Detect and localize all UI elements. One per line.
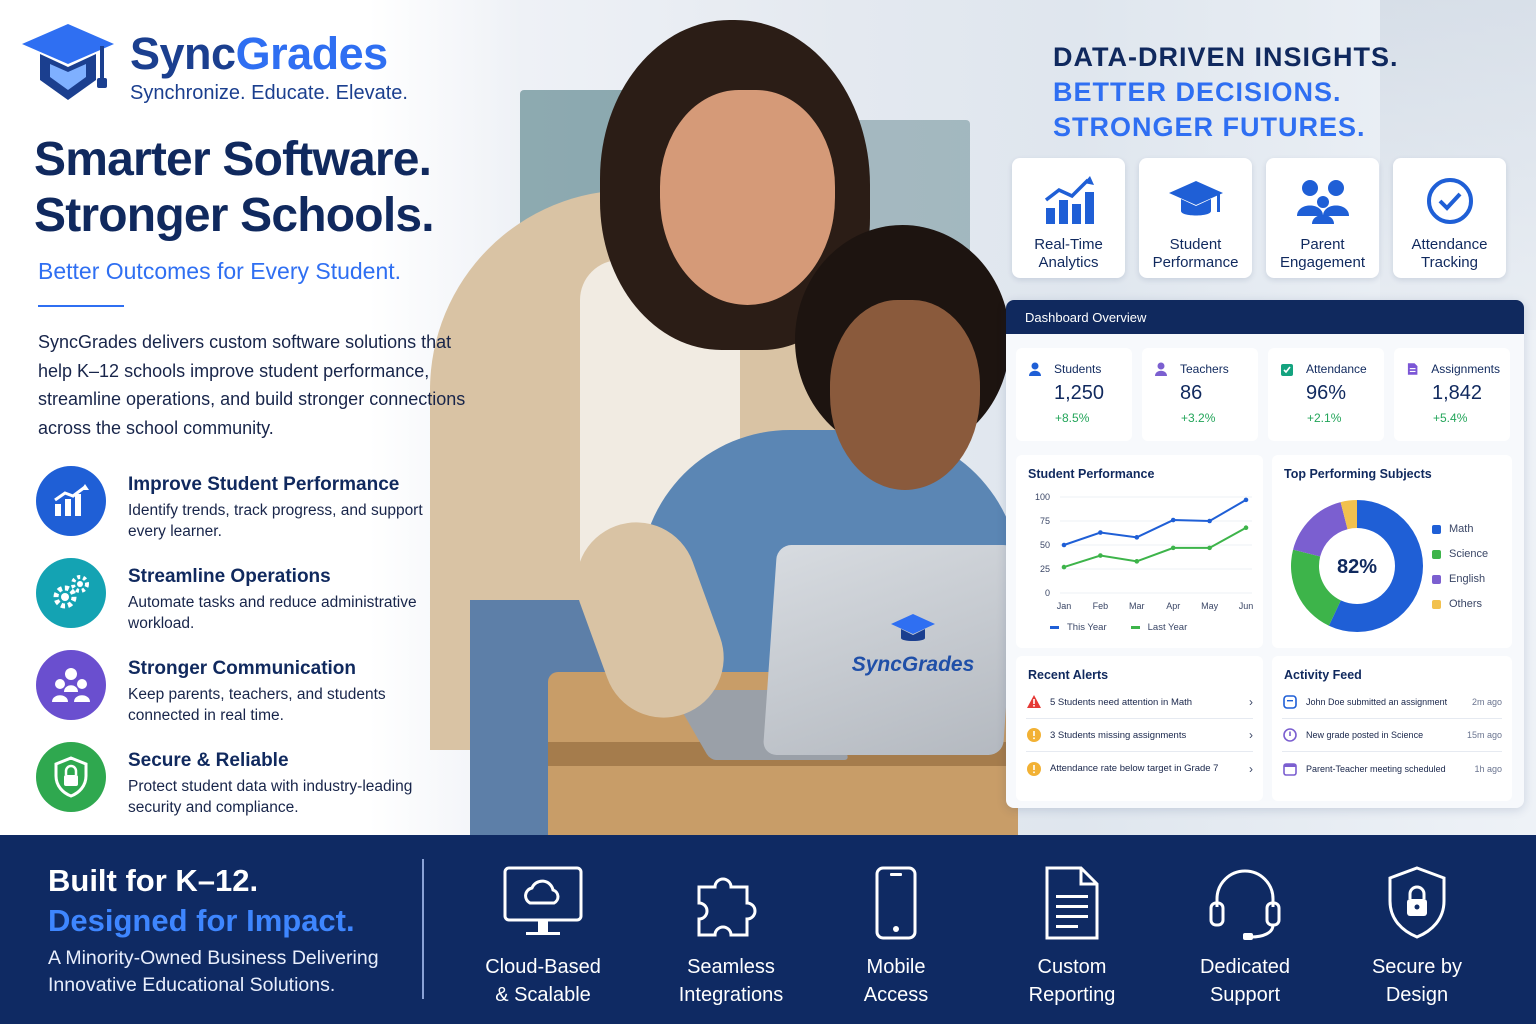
series-line-this-year <box>1064 500 1246 545</box>
activity-time: 2m ago <box>1471 697 1502 707</box>
y-tick-label: 50 <box>1039 540 1050 550</box>
legend-swatch <box>1432 550 1441 559</box>
activity-text: Parent-Teacher meeting scheduled <box>1306 763 1446 774</box>
activity-feed-card <box>1272 656 1512 801</box>
stat-students[interactable]: Students 1,250 +8.5% <box>1016 348 1132 441</box>
chevron-right-icon[interactable]: › <box>1249 761 1253 776</box>
feature-icon-badge <box>36 650 106 720</box>
activity-row[interactable] <box>1282 719 1502 752</box>
grade-icon <box>1282 727 1298 743</box>
data-point <box>1135 535 1140 540</box>
stat-value: 1,842 <box>1432 382 1483 404</box>
puzzle-icon <box>693 865 769 941</box>
data-point <box>1171 546 1176 551</box>
cloud-monitor-icon <box>502 865 584 941</box>
headset-icon <box>1207 865 1283 941</box>
banner-description: A Minority-Owned Business Delivering Innovative Educational Solutions. <box>48 947 379 996</box>
legend-item-english <box>1432 567 1488 592</box>
activity-row[interactable] <box>1282 752 1502 785</box>
top-subjects-card <box>1272 455 1512 648</box>
stat-delta: +3.2% <box>1181 411 1216 425</box>
left-column <box>0 0 500 835</box>
feature-icon-badge <box>36 466 106 536</box>
stat-assignments[interactable]: Assignments 1,842 +5.4% <box>1394 348 1510 441</box>
person-icon <box>1028 362 1042 376</box>
x-tick-label: Mar <box>1129 601 1145 611</box>
alert-text: 5 Students need attention in Math <box>1050 696 1193 708</box>
data-point <box>1098 553 1103 558</box>
stat-value: 1,250 <box>1054 382 1105 404</box>
teacher-icon <box>1154 362 1168 376</box>
legend-last-year: Last Year <box>1131 622 1188 633</box>
feature-title: Stronger Communication <box>128 658 357 679</box>
tile-real-time-analytics[interactable]: Real-Time Analytics <box>1012 158 1125 278</box>
assignment-icon <box>1282 694 1298 710</box>
bar-chart-icon <box>1042 176 1096 226</box>
data-point <box>1098 530 1103 535</box>
legend-item-math <box>1432 517 1488 542</box>
hero-subheadline: Better Outcomes for Every Student. <box>38 258 402 284</box>
data-point <box>1244 525 1249 530</box>
data-point <box>1207 519 1212 524</box>
x-tick-label: May <box>1201 601 1219 611</box>
feature-tiles <box>1012 158 1506 278</box>
graduation-cap-icon <box>1167 179 1225 223</box>
pie-legend <box>1432 517 1488 617</box>
banner-item-support: Dedicated Support <box>1170 863 1320 1009</box>
legend-label: English <box>1449 573 1486 585</box>
feature-icon-badge <box>36 742 106 812</box>
activity-text: New grade posted in Science <box>1306 730 1424 740</box>
document-icon <box>1044 865 1100 941</box>
legend-swatch <box>1432 600 1441 609</box>
stat-teachers[interactable]: Teachers 86 +3.2% <box>1142 348 1258 441</box>
stat-attendance[interactable]: Attendance 96% +2.1% <box>1268 348 1384 441</box>
brand-logo[interactable] <box>20 20 408 108</box>
feature-desc: Identify trends, track progress, and support every learner. <box>128 502 423 540</box>
check-circle-icon <box>1425 176 1475 226</box>
shield-lock-icon <box>1386 865 1448 941</box>
brand-tagline: Synchronize. Educate. Elevate. <box>130 82 408 104</box>
chevron-right-icon[interactable]: › <box>1249 728 1253 742</box>
activity-row[interactable] <box>1282 686 1502 719</box>
card-title: Recent Alerts <box>1028 668 1109 682</box>
document-icon <box>1406 362 1419 376</box>
legend-label: Others <box>1449 598 1483 610</box>
legend-item-others <box>1432 592 1488 617</box>
student-face <box>830 300 980 490</box>
stat-value: 96% <box>1306 382 1347 404</box>
chart-legend <box>1050 622 1187 633</box>
data-point <box>1207 546 1212 551</box>
stat-delta: +2.1% <box>1307 411 1342 425</box>
hero-intro: SyncGrades delivers custom software solutions that help K–12 schools improve student performance, streamline operations, and build stronger connections across the school community. <box>38 332 466 438</box>
family-icon <box>1295 178 1351 224</box>
x-tick-label: Jan <box>1056 601 1072 611</box>
y-tick-label: 100 <box>1034 492 1050 502</box>
feature-student-performance <box>36 466 448 542</box>
donut-center-label: 82% <box>1336 556 1378 578</box>
banner-divider <box>422 859 424 999</box>
top-subjects-donut-chart <box>1282 491 1432 641</box>
feature-icon-badge <box>36 558 106 628</box>
divider <box>38 305 124 307</box>
banner-title: Built for K–12. <box>48 863 259 898</box>
alert-row[interactable] <box>1026 752 1253 785</box>
card-title: Top Performing Subjects <box>1284 467 1432 481</box>
dashboard-title: Dashboard Overview <box>1006 300 1524 334</box>
recent-alerts-card <box>1016 656 1263 801</box>
alert-row[interactable] <box>1026 686 1253 719</box>
legend-label: Math <box>1449 523 1474 535</box>
calendar-icon <box>1282 761 1298 777</box>
phone-icon <box>874 865 918 941</box>
x-tick-label: Feb <box>1092 601 1109 611</box>
data-point <box>1062 565 1067 570</box>
alert-text: Attendance rate below target in Grade 7 <box>1050 763 1219 774</box>
people-icon <box>50 666 92 704</box>
stat-delta: +5.4% <box>1433 411 1468 425</box>
legend-this-year: This Year <box>1050 622 1107 633</box>
laptop-logo-text: SyncGrades <box>851 653 975 676</box>
banner-item-integrations: Seamless Integrations <box>656 863 806 1009</box>
feature-desc: Keep parents, teachers, and students connected in real time. <box>128 686 386 724</box>
data-point <box>1135 559 1140 564</box>
graduation-cap-icon <box>889 612 937 648</box>
pie-slice-science <box>1291 550 1341 626</box>
activity-text: John Doe submitted an assignment <box>1306 697 1448 707</box>
feature-title: Secure & Reliable <box>128 750 289 771</box>
legend-item-science <box>1432 542 1488 567</box>
warning-icon <box>1026 761 1042 777</box>
activity-time: 15m ago <box>1466 730 1502 740</box>
calendar-check-icon <box>1280 362 1294 376</box>
dashboard-overview <box>1006 300 1524 808</box>
legend-swatch <box>1432 525 1441 534</box>
tile-student-performance[interactable]: Student Performance <box>1139 158 1252 278</box>
insights-heading: DATA-DRIVEN INSIGHTS. BETTER DECISIONS. STRONGER FUTURES. <box>1053 42 1399 142</box>
y-tick-label: 0 <box>1044 588 1050 598</box>
warning-icon <box>1026 727 1042 743</box>
banner-item-cloud: Cloud-Based & Scalable <box>468 863 618 1009</box>
hero-headline: Smarter Software. Stronger Schools. <box>34 133 434 242</box>
teacher-face <box>660 90 835 305</box>
y-tick-label: 75 <box>1039 516 1050 526</box>
feature-desc: Protect student data with industry-leading security and compliance. <box>128 778 413 816</box>
pie-slice-english <box>1293 502 1347 556</box>
card-title: Activity Feed <box>1284 668 1362 682</box>
legend-swatch <box>1432 575 1441 584</box>
shield-lock-icon <box>53 756 89 798</box>
student-performance-chart <box>1016 455 1263 648</box>
x-tick-label: Jun <box>1238 601 1254 611</box>
activity-time: 1h ago <box>1474 763 1502 774</box>
feature-streamline-operations <box>36 558 448 634</box>
stats-row <box>1006 334 1524 441</box>
card-title: Student Performance <box>1028 467 1155 481</box>
x-tick-label: Apr <box>1166 601 1181 611</box>
chart-icon <box>51 484 91 518</box>
student-performance-card <box>1016 455 1263 648</box>
stat-delta: +8.5% <box>1055 411 1090 425</box>
stat-value: 86 <box>1180 382 1203 404</box>
data-point <box>1062 543 1067 548</box>
feature-secure-reliable <box>36 742 448 818</box>
tile-attendance-tracking[interactable]: Attendance Tracking <box>1393 158 1506 278</box>
gears-icon <box>49 571 93 615</box>
banner-item-mobile: Mobile Access <box>821 863 971 1009</box>
bottom-banner <box>0 835 1536 1024</box>
feature-desc: Automate tasks and reduce administrative workload. <box>128 594 417 632</box>
data-point <box>1244 498 1249 503</box>
legend-label: Science <box>1449 548 1489 560</box>
feature-stronger-communication <box>36 650 448 726</box>
alert-text: 3 Students missing assignments <box>1050 729 1187 741</box>
graduation-cap-logo-icon <box>20 20 116 108</box>
laptop-logo <box>848 612 978 677</box>
tile-parent-engagement[interactable]: Parent Engagement <box>1266 158 1379 278</box>
chevron-right-icon[interactable]: › <box>1249 695 1253 709</box>
data-point <box>1171 518 1176 523</box>
alert-row[interactable] <box>1026 719 1253 752</box>
banner-subtitle: Designed for Impact. <box>48 903 355 938</box>
brand-name: SyncGrades <box>130 28 388 79</box>
feature-title: Streamline Operations <box>128 566 331 587</box>
danger-icon <box>1026 694 1042 710</box>
banner-item-reporting: Custom Reporting <box>997 863 1147 1009</box>
series-line-last-year <box>1064 528 1246 567</box>
feature-title: Improve Student Performance <box>128 474 400 495</box>
y-tick-label: 25 <box>1039 564 1050 574</box>
banner-item-secure: Secure by Design <box>1342 863 1492 1009</box>
